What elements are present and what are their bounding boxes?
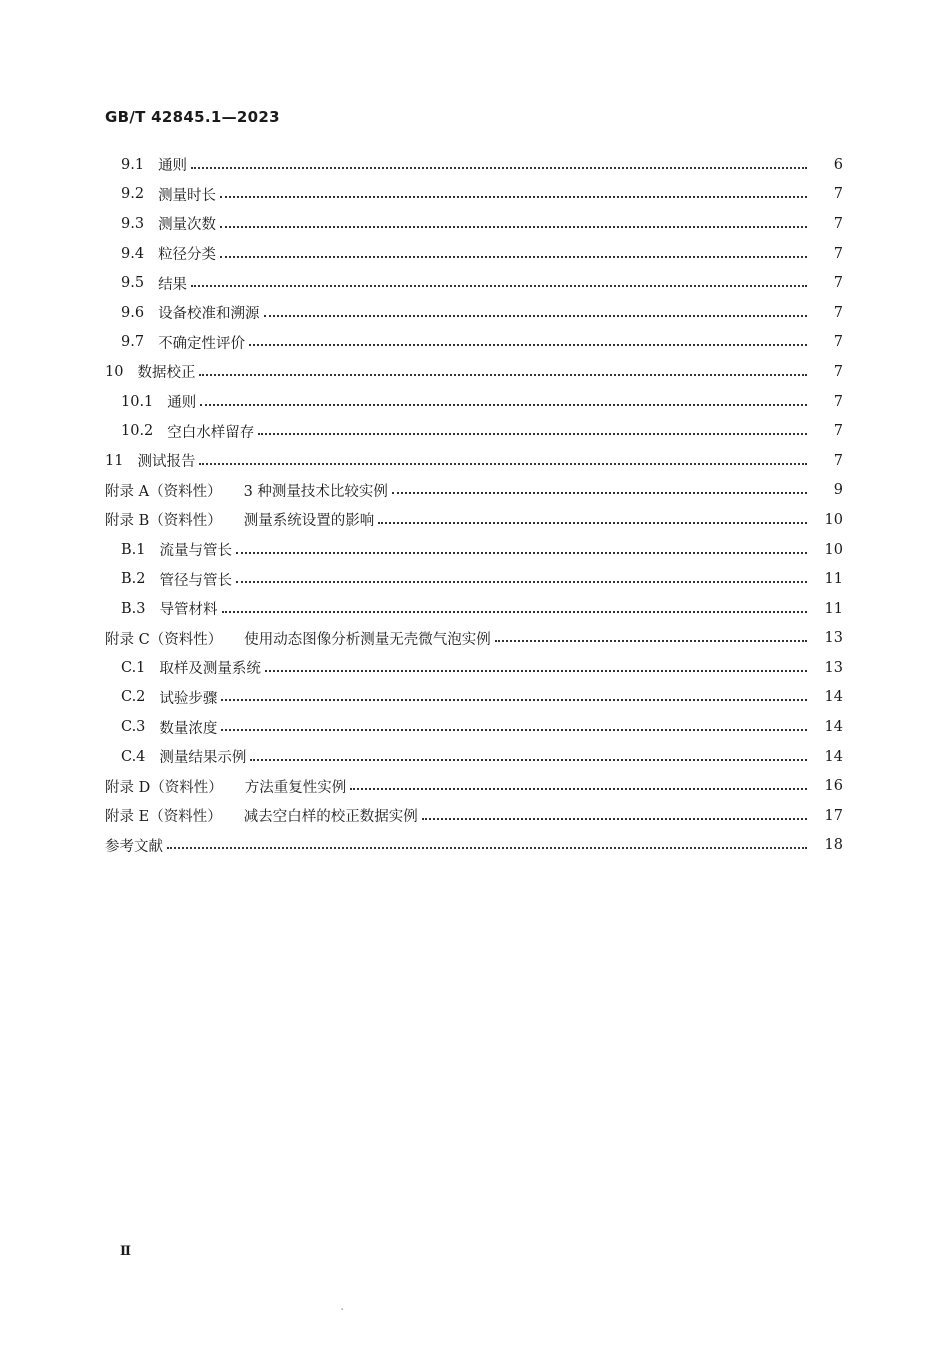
toc-entry-number: C.4 (121, 748, 146, 765)
toc-entry-title: 减去空白样的校正数据实例 (243, 809, 418, 826)
toc-entry-page: 16 (824, 778, 843, 795)
toc-dot-leader (236, 552, 807, 554)
toc-dot-leader (392, 492, 807, 494)
toc-entry-number: 11 (105, 452, 124, 469)
toc-dot-leader (221, 699, 807, 701)
toc-entry-page: 7 (833, 215, 843, 232)
toc-entry-number: 9.2 (121, 186, 145, 203)
toc-entry-title: 结果 (158, 276, 188, 293)
toc-entry[interactable] (0, 416, 950, 446)
toc-entry-number: B.2 (121, 571, 146, 588)
toc-entry-page: 7 (833, 452, 843, 469)
toc-entry[interactable] (0, 180, 950, 210)
toc-entry-page: 10 (824, 511, 843, 528)
toc-entry-page: 7 (833, 186, 843, 203)
toc-dot-leader (191, 167, 807, 169)
toc-dot-leader (249, 344, 807, 346)
toc-dot-leader (191, 285, 807, 287)
toc-dot-leader (258, 433, 807, 435)
toc-entry-page: 7 (833, 363, 843, 380)
toc-entry-title: 测试报告 (137, 454, 196, 471)
toc-entry[interactable] (0, 594, 950, 624)
toc-entry-title: 管径与管长 (159, 572, 232, 589)
toc-entry[interactable] (0, 476, 950, 506)
toc-entry[interactable] (0, 683, 950, 713)
toc-entry-title: 粒径分类 (158, 247, 217, 264)
toc-entry-title: 通则 (167, 395, 197, 412)
toc-entry-title: 3 种测量技术比较实例 (243, 483, 388, 500)
table-of-contents (0, 150, 950, 860)
toc-entry-number: 10.2 (121, 423, 154, 440)
toc-entry[interactable] (0, 328, 950, 358)
toc-entry-page: 18 (824, 837, 843, 854)
toc-entry-number: C.1 (121, 659, 146, 676)
toc-entry[interactable] (0, 150, 950, 180)
toc-entry[interactable] (0, 564, 950, 594)
toc-entry-number: 9.6 (121, 304, 145, 321)
toc-entry-number: 9.1 (121, 156, 145, 173)
toc-entry-page: 7 (833, 423, 843, 440)
toc-entry[interactable] (0, 771, 950, 801)
toc-entry[interactable] (0, 209, 950, 239)
watermark: · (340, 1302, 345, 1316)
toc-dot-leader (220, 196, 807, 198)
toc-entry-title: 数量浓度 (159, 720, 218, 737)
toc-entry-page: 7 (833, 304, 843, 321)
toc-entry-page: 11 (824, 600, 843, 617)
toc-dot-leader (264, 315, 807, 317)
toc-entry-page: 9 (833, 482, 843, 499)
toc-entry-number: 附录 B（资料性） (105, 513, 222, 530)
toc-dot-leader (378, 522, 807, 524)
toc-entry-number: 9.7 (121, 334, 145, 351)
toc-dot-leader (220, 226, 807, 228)
toc-entry-page: 14 (824, 748, 843, 765)
toc-entry-number: 9.5 (121, 275, 145, 292)
toc-dot-leader (350, 788, 807, 790)
toc-entry-title: 使用动态图像分析测量无壳微气泡实例 (244, 631, 491, 648)
toc-entry-page: 7 (833, 393, 843, 410)
toc-dot-leader (220, 256, 807, 258)
toc-entry-number: 附录 E（资料性） (105, 809, 222, 826)
toc-entry[interactable] (0, 535, 950, 565)
toc-entry-title: 空白水样留存 (167, 424, 255, 441)
toc-entry[interactable] (0, 505, 950, 535)
toc-entry-title: 不确定性评价 (158, 335, 246, 352)
toc-entry-number: 附录 C（资料性） (105, 631, 223, 648)
toc-entry-number: 10.1 (121, 393, 154, 410)
toc-entry[interactable] (0, 624, 950, 654)
toc-entry[interactable] (0, 446, 950, 476)
toc-dot-leader (199, 374, 807, 376)
toc-entry-title: 设备校准和溯源 (158, 306, 260, 323)
toc-entry-page: 11 (824, 571, 843, 588)
toc-entry-title: 试验步骤 (159, 690, 218, 707)
document-code-header: GB/T 42845.1—2023 (105, 108, 280, 126)
toc-entry-page: 17 (824, 807, 843, 824)
toc-entry-page: 10 (824, 541, 843, 558)
toc-entry-title: 数据校正 (137, 365, 196, 382)
toc-dot-leader (236, 581, 807, 583)
toc-entry[interactable] (0, 239, 950, 269)
toc-entry[interactable] (0, 268, 950, 298)
toc-entry-title: 测量时长 (158, 187, 217, 204)
toc-entry-number: 9.3 (121, 215, 145, 232)
toc-entry-title: 导管材料 (159, 602, 218, 619)
toc-entry-number: B.3 (121, 600, 146, 617)
toc-entry-page: 7 (833, 275, 843, 292)
toc-entry-page: 7 (833, 334, 843, 351)
toc-entry-page: 13 (824, 659, 843, 676)
toc-entry-title: 测量系统设置的影响 (243, 513, 375, 530)
toc-entry-title: 参考文献 (105, 838, 163, 855)
toc-dot-leader (200, 404, 807, 406)
toc-entry-title: 方法重复性实例 (244, 779, 347, 796)
toc-entry-number: 附录 A（资料性） (105, 483, 222, 500)
toc-dot-leader (250, 759, 807, 761)
toc-dot-leader (495, 640, 807, 642)
toc-entry[interactable] (0, 831, 950, 861)
toc-entry-number: 9.4 (121, 245, 145, 262)
toc-entry[interactable] (0, 298, 950, 328)
toc-dot-leader (222, 611, 808, 613)
toc-entry-number: B.1 (121, 541, 146, 558)
toc-entry-title: 取样及测量系统 (159, 661, 261, 678)
toc-entry-page: 7 (833, 245, 843, 262)
toc-entry-page: 14 (824, 689, 843, 706)
toc-dot-leader (422, 818, 807, 820)
toc-entry[interactable] (0, 742, 950, 772)
toc-entry[interactable] (0, 387, 950, 417)
page-number-roman: Ⅱ (120, 1244, 131, 1259)
toc-entry[interactable] (0, 712, 950, 742)
toc-entry-page: 13 (824, 630, 843, 647)
toc-entry-title: 测量次数 (158, 217, 217, 234)
toc-entry-title: 通则 (158, 158, 188, 175)
toc-entry-number: 附录 D（资料性） (105, 779, 223, 796)
toc-entry-page: 14 (824, 719, 843, 736)
toc-dot-leader (167, 847, 807, 849)
toc-entry-number: C.2 (121, 689, 146, 706)
toc-entry[interactable] (0, 801, 950, 831)
toc-entry-page: 6 (833, 156, 843, 173)
toc-entry[interactable] (0, 357, 950, 387)
toc-dot-leader (265, 670, 807, 672)
toc-entry-title: 流量与管长 (159, 543, 232, 560)
toc-entry-number: 10 (105, 363, 124, 380)
toc-dot-leader (221, 729, 807, 731)
toc-entry-title: 测量结果示例 (159, 750, 247, 767)
toc-entry[interactable] (0, 653, 950, 683)
toc-dot-leader (199, 463, 807, 465)
toc-entry-number: C.3 (121, 719, 146, 736)
